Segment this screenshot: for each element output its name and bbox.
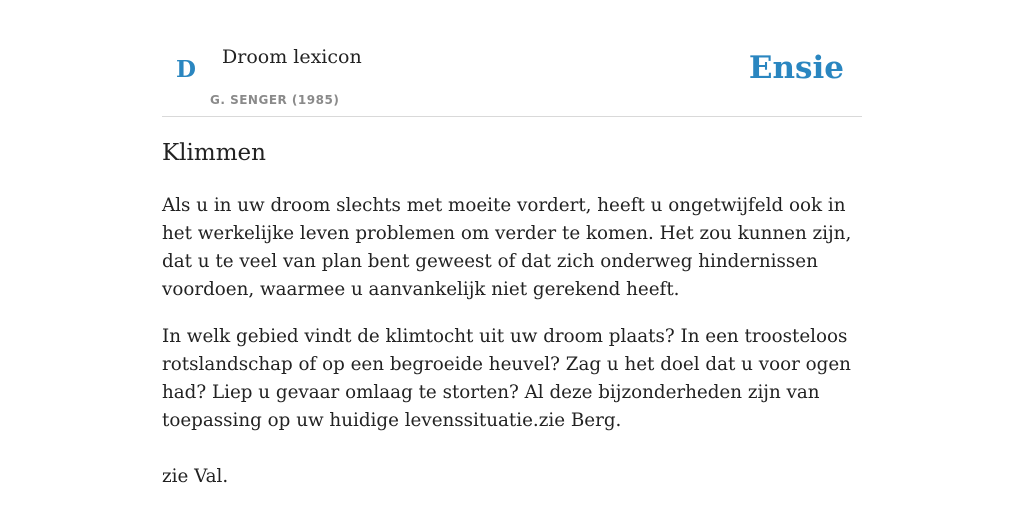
letter-badge: D	[176, 56, 196, 83]
header	[162, 0, 862, 117]
book-author: G. SENGER (1985)	[210, 93, 340, 107]
entry-title: Klimmen	[162, 140, 266, 166]
paragraph: In welk gebied vindt de klimtocht uit uw droom plaats? In een troosteloos rotslandschap of op een begroeide heuvel? Zag u het doel dat u voor ogen had? Liep u gevaar omlaag te storten? Al deze bijzonderheden zijn van toepassing op uw huidige levenssituatie.zie Berg.	[162, 326, 851, 431]
paragraph: Als u in uw droom slechts met moeite vordert, heeft u ongetwijfeld ook in het werkelijke leven problemen om verder te komen. Het zou kunnen zijn, dat u te veel van plan bent geweest of dat zich onderweg hindernissen voordoen, waarmee u aanvankelijk niet gerekend heeft.	[162, 195, 852, 300]
entry-content	[162, 192, 866, 510]
see-also-text: zie Val.	[162, 466, 229, 487]
book-title[interactable]: Droom lexicon	[222, 46, 362, 68]
ensie-logo-link[interactable]: Ensie	[748, 50, 844, 86]
